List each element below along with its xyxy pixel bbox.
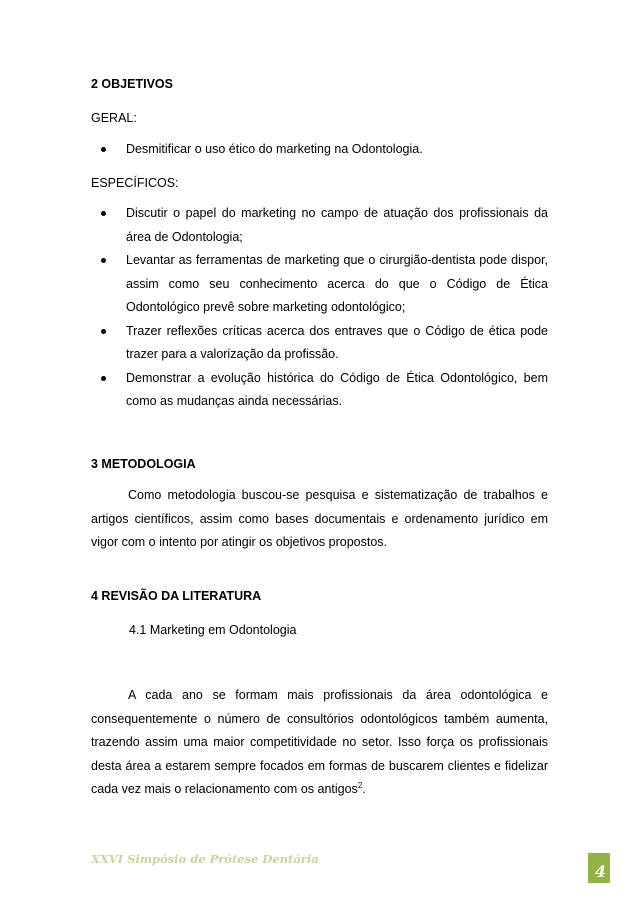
page-number-badge — [588, 853, 610, 883]
section-4-heading: 4 REVISÃO DA LITERATURA — [91, 589, 262, 603]
section-3-heading: 3 METODOLOGIA — [91, 457, 196, 471]
literature-paragraph: A cada ano se formam mais profissionais da área odontológica e consequentemente o número de consultórios odontológicos também aumenta, trazendo assim uma maior competitividade no setor. Isso força os profissionais desta área a estarem sempre focados em formas de buscarem clientes e fidelizar cada vez mais o relacionamento com os antigos$^2$. — [91, 688, 548, 796]
general-label: GERAL: — [91, 111, 137, 125]
list-item: Demonstrar a evolução histórica do Código de Ética Odontológico, bem como as mudanças ainda necessárias. — [91, 367, 548, 414]
footer-event-title: XXVI Simpósio de Prótese Dentária — [91, 852, 319, 866]
specific-label: ESPECÍFICOS: — [91, 176, 179, 190]
page-number: 4 — [594, 862, 606, 881]
section-4-1-subheading: 4.1 Marketing em Odontologia — [129, 623, 297, 637]
footnote-reference[interactable]: 2 — [357, 780, 363, 790]
specific-objectives-list — [91, 202, 548, 414]
methodology-paragraph: Como metodologia buscou-se pesquisa e sistematização de trabalhos e artigos científicos, assim como bases documentais e ordenamento jurídico em vigor com o intento por atingir os objetivos propostos. — [91, 488, 548, 549]
bullet-icon — [101, 211, 106, 216]
general-objectives-list — [91, 138, 548, 162]
bullet-icon — [101, 329, 106, 334]
bullet-icon — [101, 376, 106, 381]
bullet-icon — [101, 258, 106, 263]
bullet-icon — [101, 147, 106, 152]
list-item: Discutir o papel do marketing no campo de atuação dos profissionais da área de Odontologia; — [91, 202, 548, 249]
list-item: Levantar as ferramentas de marketing que o cirurgião-dentista pode dispor, assim como seu conhecimento acerca do que o Código de Ética Odontológico prevê sobre marketing odontológico; — [91, 249, 548, 320]
list-item: Trazer reflexões críticas acerca dos entraves que o Código de ética pode trazer para a valorização da profissão. — [91, 320, 548, 367]
list-item: Desmitificar o uso ético do marketing na Odontologia. — [91, 138, 548, 162]
section-2-heading: 2 OBJETIVOS — [91, 77, 173, 91]
